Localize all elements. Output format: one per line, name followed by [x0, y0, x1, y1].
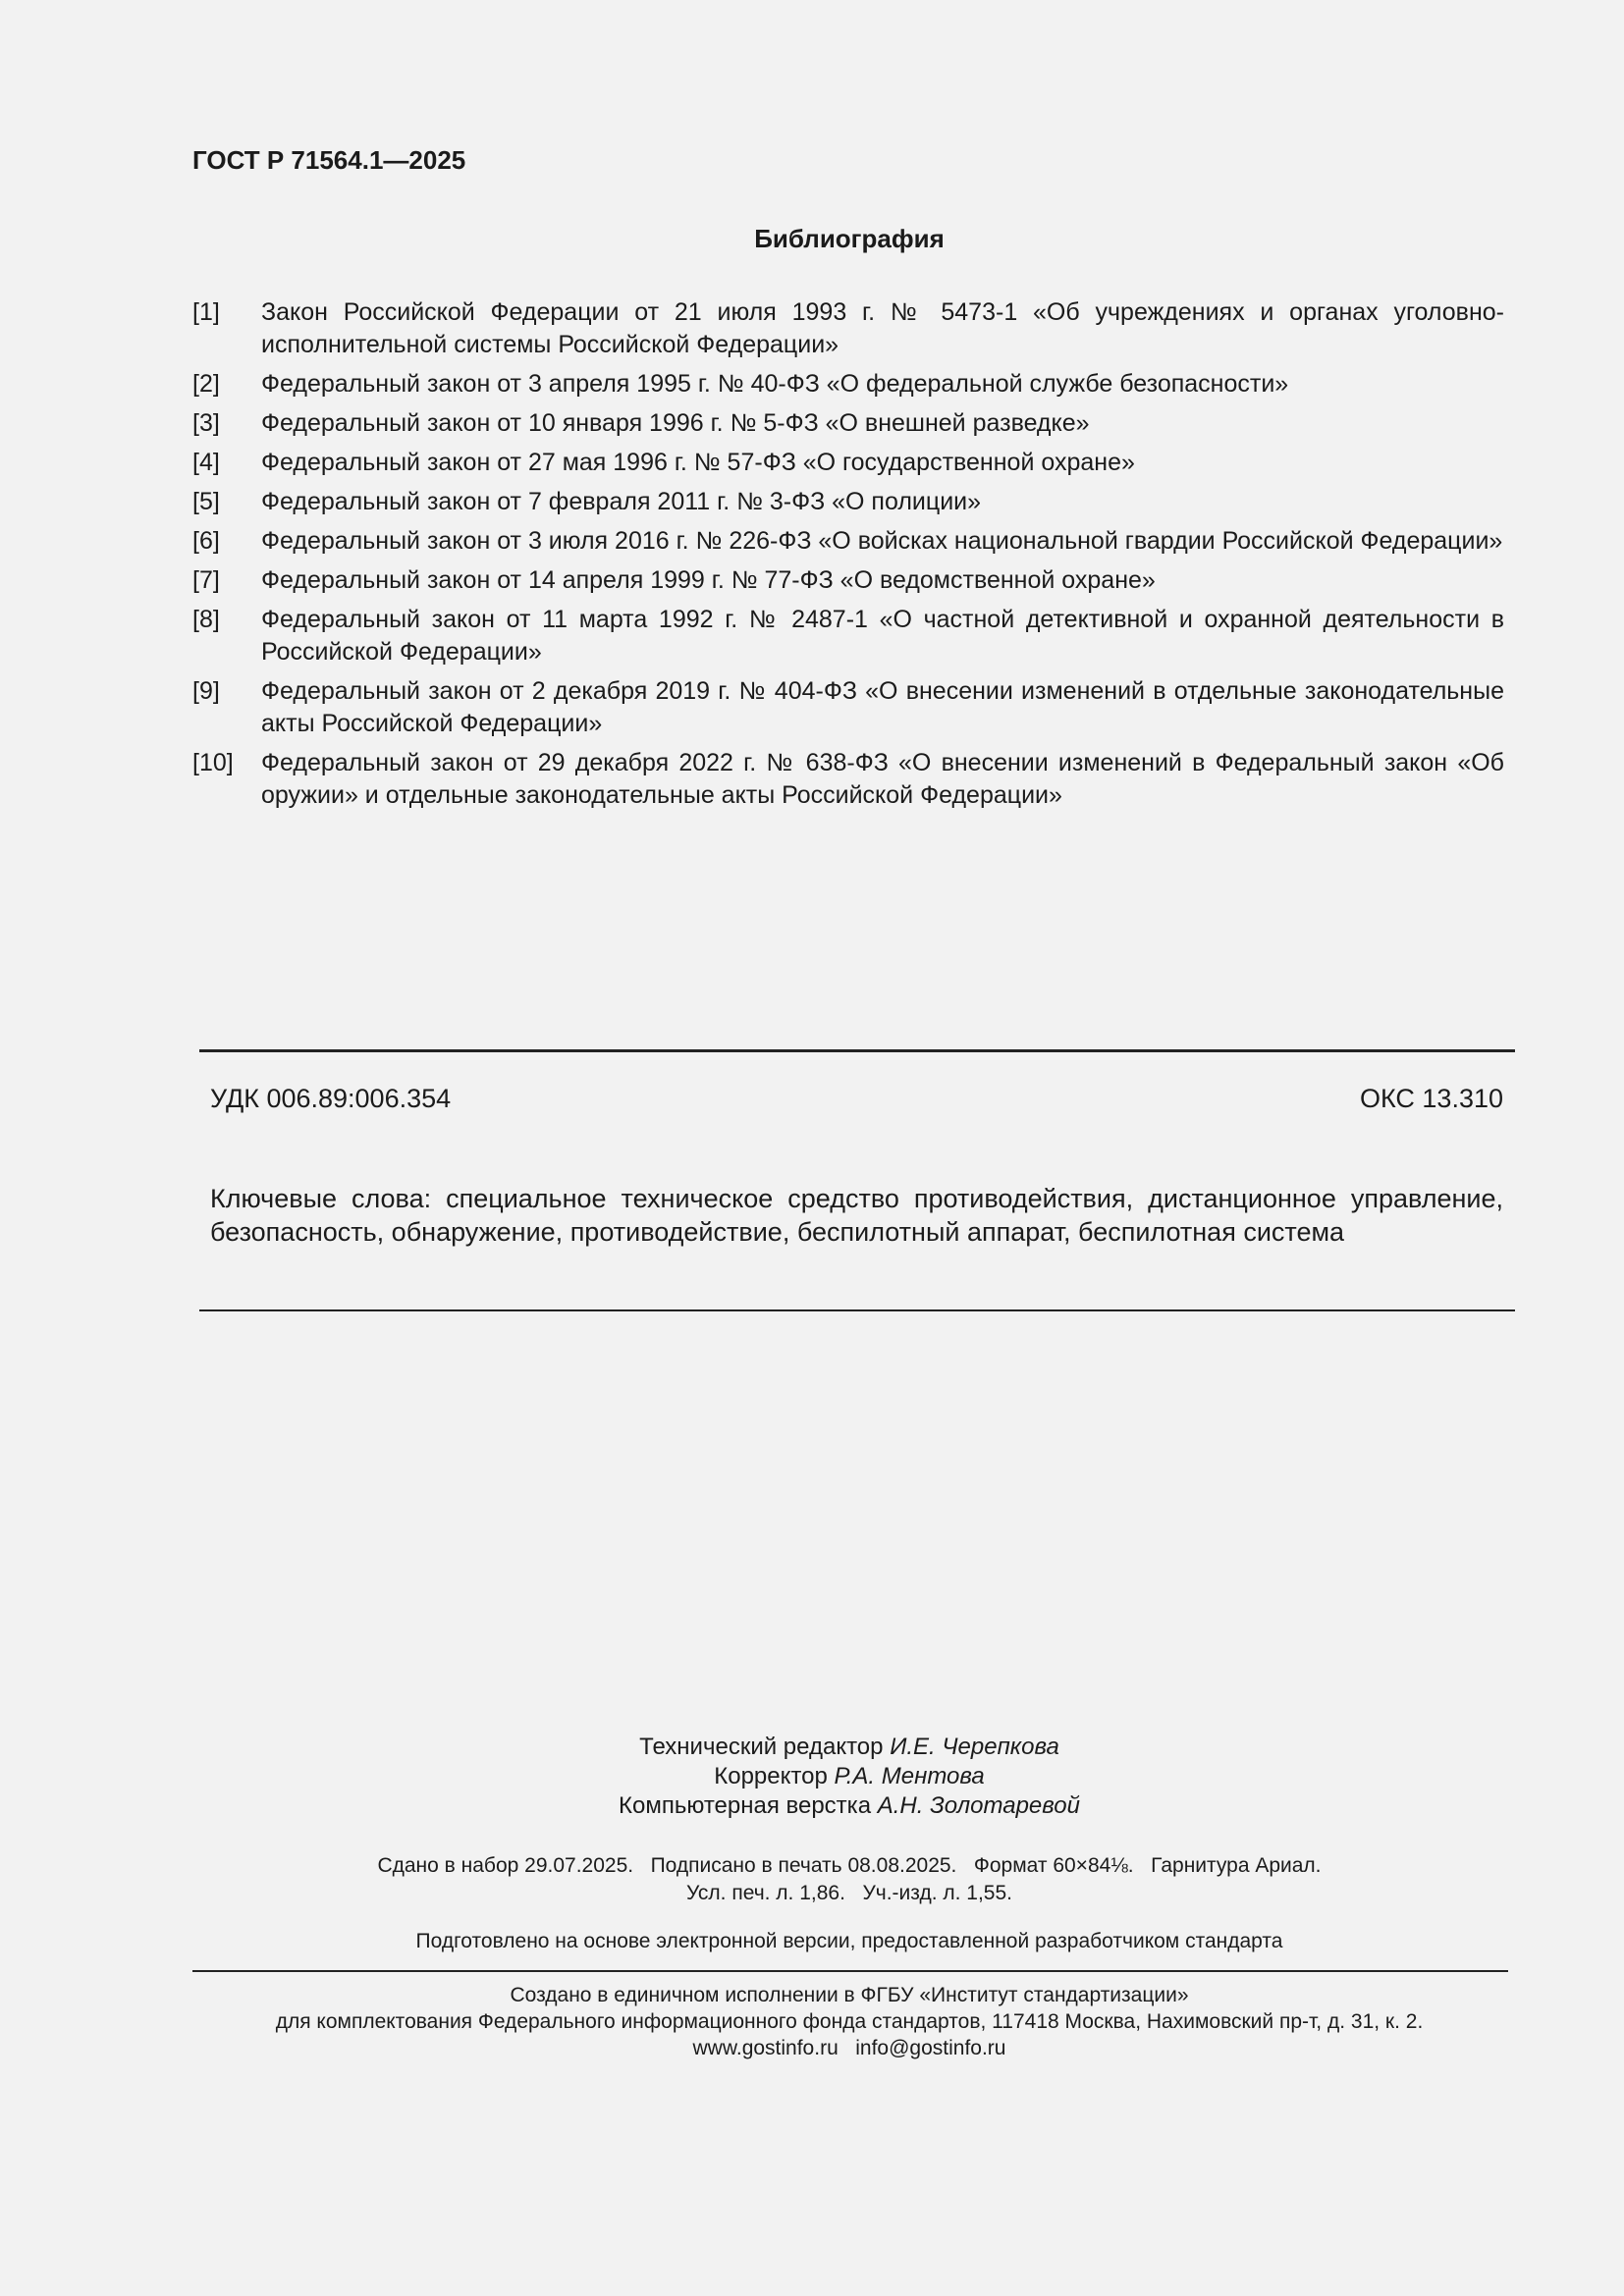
credits-block: [0, 1733, 1624, 1821]
divider: [199, 1309, 1515, 1311]
bibliography-item: [192, 525, 1504, 558]
proofreader-label: Корректор: [714, 1763, 828, 1789]
layout-line: [0, 1791, 1624, 1821]
bibliography-item-number: [4]: [192, 449, 220, 476]
imprint-line-2: Усл. печ. л. 1,86. Уч.-изд. л. 1,55.: [685, 1882, 1012, 1904]
bibliography-item: [192, 407, 1504, 440]
bibliography-item-text: Федеральный закон от 3 апреля 1995 г. № 40-ФЗ «О федеральной службе безопасности»: [261, 370, 1289, 398]
publisher-block: [0, 1982, 1624, 2061]
bibliography-list: [192, 296, 1504, 819]
publisher-contacts: www.gostinfo.ru info@gostinfo.ru: [692, 2037, 1006, 2059]
bibliography-item-text: Федеральный закон от 2 декабря 2019 г. № 404-ФЗ «О внесении изменений в отдельные законодательные акты Российской Федерации»: [261, 677, 1504, 737]
bibliography-item-text: Федеральный закон от 14 апреля 1999 г. № 77-ФЗ «О ведомственной охране»: [261, 566, 1156, 594]
proofreader-line: [0, 1762, 1624, 1791]
bibliography-item-number: [5]: [192, 488, 220, 515]
layout-label: Компьютерная верстка: [619, 1792, 872, 1819]
bibliography-title: Библиография: [754, 224, 945, 253]
bibliography-item: [192, 368, 1504, 400]
keywords: Ключевые слова: специальное техническое средство противодействия, дистанционное управление, безопасность, обнаружение, противодействие, беспилотный аппарат, беспилотная система: [210, 1184, 1503, 1247]
bibliography-item: [192, 296, 1504, 361]
bibliography-item: [192, 447, 1504, 479]
udc-code: УДК 006.89:006.354: [210, 1084, 452, 1113]
bibliography-item-text: Федеральный закон от 11 марта 1992 г. № 2487-1 «О частной детективной и охранной деятельности в Российской Федерации»: [261, 606, 1504, 666]
oks-code: ОКС 13.310: [1359, 1084, 1503, 1113]
prepared-note: Подготовлено на основе электронной версии, предоставленной разработчиком стандарта: [415, 1930, 1283, 1952]
proofreader-name: Р.А. Ментова: [834, 1763, 985, 1789]
divider: [192, 1970, 1508, 1972]
imprint-line-1: Сдано в набор 29.07.2025. Подписано в печать 08.08.2025. Формат 60×84⅛. Гарнитура Ариал.: [377, 1854, 1322, 1877]
bibliography-item-text: Федеральный закон от 3 июля 2016 г. № 226-ФЗ «О войсках национальной гвардии Российской Федерации»: [261, 527, 1503, 555]
bibliography-item-number: [2]: [192, 370, 220, 398]
layout-name: А.Н. Золотаревой: [877, 1792, 1080, 1819]
bibliography-item-number: [6]: [192, 527, 220, 555]
divider: [199, 1049, 1515, 1052]
publisher-line-1: Создано в единичном исполнении в ФГБУ «Институт стандартизации»: [510, 1984, 1189, 2006]
bibliography-item: [192, 675, 1504, 740]
bibliography-item: [192, 486, 1504, 518]
bibliography-item-text: Федеральный закон от 29 декабря 2022 г. № 638-ФЗ «О внесении изменений в Федеральный закон «Об оружии» и отдельные законодательные акты Российской Федерации»: [261, 749, 1504, 809]
bibliography-item: [192, 604, 1504, 668]
document-code: ГОСТ Р 71564.1—2025: [192, 145, 466, 175]
bibliography-item-text: Федеральный закон от 27 мая 1996 г. № 57-ФЗ «О государственной охране»: [261, 449, 1135, 476]
tech-editor-label: Технический редактор: [639, 1734, 884, 1760]
bibliography-item-text: Федеральный закон от 7 февраля 2011 г. № 3-ФЗ «О полиции»: [261, 488, 982, 515]
bibliography-item: [192, 564, 1504, 597]
bibliography-item: [192, 747, 1504, 812]
bibliography-item-number: [7]: [192, 566, 220, 594]
bibliography-item-number: [1]: [192, 298, 220, 326]
bibliography-item-number: [8]: [192, 606, 220, 633]
tech-editor-name: И.Е. Черепкова: [890, 1734, 1059, 1760]
bibliography-item-number: [10]: [192, 749, 234, 776]
bibliography-item-number: [9]: [192, 677, 220, 705]
imprint-block: [0, 1852, 1624, 1907]
bibliography-item-text: Федеральный закон от 10 января 1996 г. № 5-ФЗ «О внешней разведке»: [261, 409, 1090, 437]
publisher-line-2: для комплектования Федерального информационного фонда стандартов, 117418 Москва, Нахимовский пр-т, д. 31, к. 2.: [275, 2010, 1424, 2033]
bibliography-item-number: [3]: [192, 409, 220, 437]
tech-editor-line: [0, 1733, 1624, 1762]
bibliography-item-text: Закон Российской Федерации от 21 июля 1993 г. № 5473-1 «Об учреждениях и органах уголовно-исполнительной системы Российской Федерации»: [261, 298, 1504, 358]
